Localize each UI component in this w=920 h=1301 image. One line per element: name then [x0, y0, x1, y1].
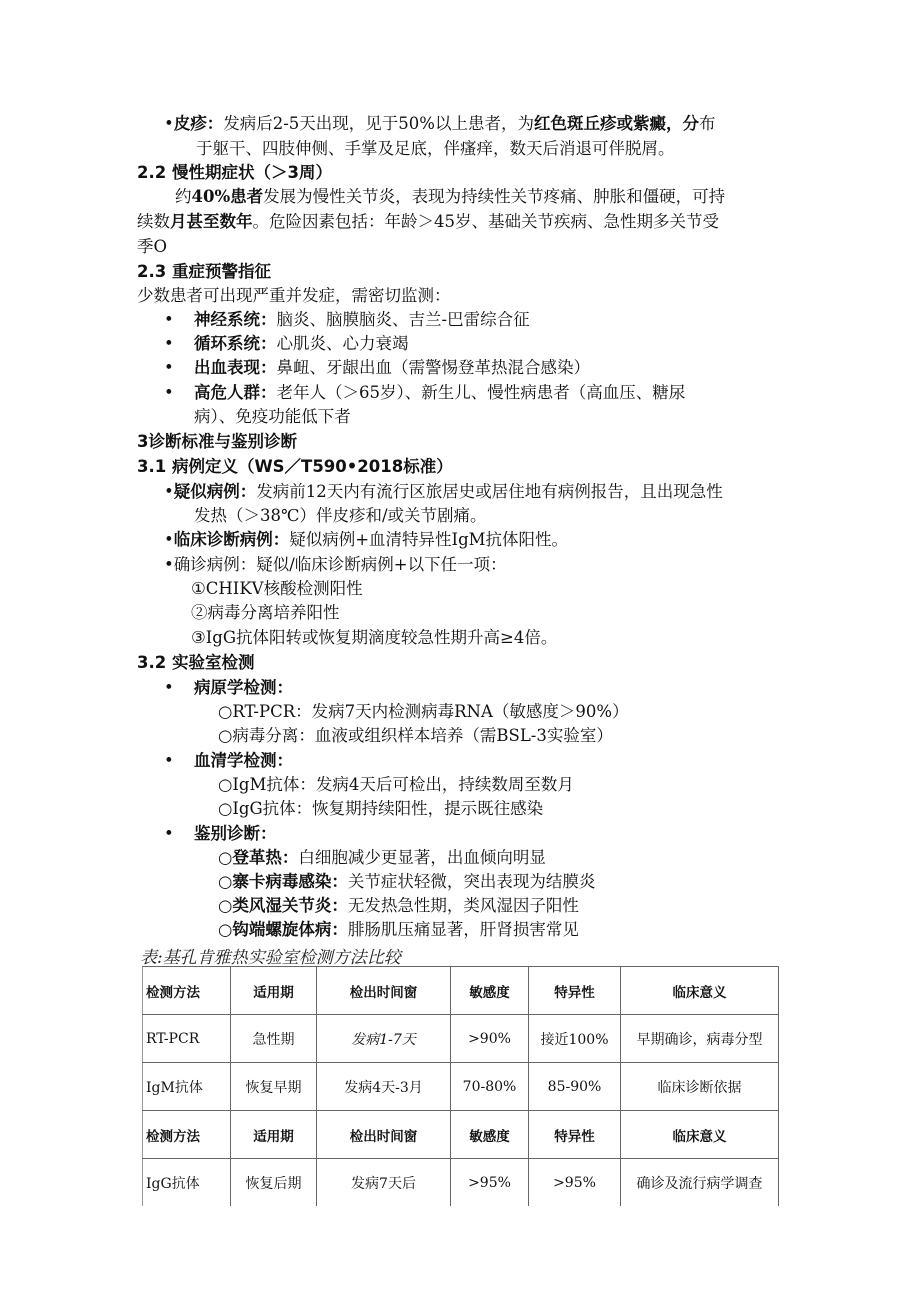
- table-header-cell: 临床意义: [621, 1111, 779, 1159]
- chronic-text: 发展为慢性关节炎，表现为持续性关节疼痛、肿胀和僵硬，可持: [263, 187, 726, 206]
- diff-item-text: 白细胞减少更显著，出血倾向明显: [298, 848, 546, 867]
- table-row: [143, 1159, 779, 1207]
- table-header-cell: 检出时间窗: [317, 1111, 451, 1159]
- table-cell: 恢复后期: [231, 1159, 317, 1207]
- list-item-content: [194, 308, 530, 332]
- confirm-item: ②病毒分离培养阳性: [191, 603, 340, 622]
- chronic-bold: 40%患者: [191, 187, 264, 206]
- bullet: •: [164, 555, 174, 574]
- diff-item-text: 无发热急性期，类风湿因子阳性: [347, 896, 579, 915]
- table-cell: 恢复早期: [231, 1063, 317, 1111]
- table-cell: 确诊及流行病学调查: [621, 1159, 779, 1207]
- suspect-text: 发病前12天内有流行区旅居史或居住地有病例报告，且出现急性: [256, 482, 723, 501]
- bullet: •: [164, 751, 174, 770]
- table-cell: RT-PCR: [143, 1015, 231, 1063]
- bullet: •: [164, 114, 174, 133]
- clinical-line: [164, 528, 568, 552]
- item-text: 脑炎、脑膜脑炎、吉兰-巴雷综合征: [276, 310, 530, 329]
- bullet: •: [164, 334, 174, 353]
- table-cell: >90%: [451, 1015, 529, 1063]
- table-header-cell: 适用期: [231, 967, 317, 1015]
- table-cell: IgG抗体: [143, 1159, 231, 1207]
- diff-item: [218, 918, 579, 942]
- bullet: •: [164, 358, 174, 377]
- chronic-text: 续数: [137, 212, 170, 231]
- table-header-row: [143, 1111, 779, 1159]
- table-cell: 急性期: [231, 1015, 317, 1063]
- table-cell: 发病4天-3月: [317, 1063, 451, 1111]
- heading-2-2: 2.2 慢性期症状（＞3周）: [137, 163, 332, 182]
- table-header-cell: 检测方法: [143, 1111, 231, 1159]
- table-header-row: [143, 967, 779, 1015]
- confirm-item: ①CHIKV核酸检测阳性: [191, 579, 363, 598]
- skin-rash-cont: 于躯干、四肢伸侧、手掌及足底，伴瘙痒，数天后消退可伴脱屑。: [196, 139, 675, 158]
- skin-rash-text-end: 布: [698, 114, 716, 133]
- item-label: 高危人群：: [194, 383, 277, 402]
- bullet: •: [164, 530, 174, 549]
- chronic-text: 。危险因素包括：年龄＞45岁、基础关节疾病、急性期多关节受: [252, 212, 719, 231]
- diff-item-label: ○登革热：: [218, 848, 299, 867]
- table-header-cell: 特异性: [529, 1111, 621, 1159]
- list-item: [164, 332, 174, 356]
- list-item-content: [194, 381, 685, 405]
- confirm-line: [164, 553, 507, 577]
- sub-item: ○IgM抗体：发病4天后可检出，持续数周至数月: [218, 775, 574, 794]
- clinical-label: 临床诊断病例：: [173, 530, 290, 549]
- diff-item-text: 关节症状轻微，突出表现为结膜炎: [347, 872, 596, 891]
- list-item: [164, 356, 174, 380]
- heading-2-3: 2.3 重症预警指征: [137, 262, 271, 281]
- table-cell: 临床诊断依据: [621, 1063, 779, 1111]
- confirm-item: ③IgG抗体阳转或恢复期滴度较急性期升高≥4倍。: [191, 628, 558, 647]
- table-cell: 早期确诊，病毒分型: [621, 1015, 779, 1063]
- sub-item: ○病毒分离：血液或组织样本培养（需BSL-3实验室）: [218, 726, 613, 745]
- table-header-cell: 检测方法: [143, 967, 231, 1015]
- table-cell: 85-90%: [529, 1063, 621, 1111]
- diff-item-text: 腓肠肌压痛显著，肝肾损害常见: [347, 920, 579, 939]
- skin-rash-text: 发病后2-5天出现，见于50%以上患者，为: [223, 114, 534, 133]
- item-text: 鼻衄、牙龈出血（需警惕登革热混合感染）: [276, 358, 590, 377]
- bullet: •: [164, 383, 174, 402]
- list-item-cont: 病）、免疫功能低下者: [194, 407, 351, 426]
- bullet: •: [164, 310, 174, 329]
- bullet: •: [164, 482, 174, 501]
- table-row: [143, 1015, 779, 1063]
- table-cell: 接近100%: [529, 1015, 621, 1063]
- heading-3-1: 3.1 病例定义（WS／T590•2018标准）: [137, 457, 453, 476]
- serology-label: 血清学检测：: [194, 751, 293, 770]
- list-item-content: [194, 332, 409, 356]
- table-caption: 表:基孔肯雅热实验室检测方法比较: [140, 948, 401, 968]
- table-header-cell: 临床意义: [621, 967, 779, 1015]
- suspect-cont: 发热（＞38℃）伴皮疹和/或关节剧痛。: [194, 506, 487, 525]
- severe-intro: 少数患者可出现严重并发症，需密切监测：: [137, 286, 451, 305]
- item-label: 出血表现：: [194, 358, 277, 377]
- list-item-content: [194, 356, 590, 380]
- heading-3: 3诊断标准与鉴别诊断: [137, 432, 297, 451]
- pathogen-label: 病原学检测：: [194, 678, 293, 697]
- table-header-cell: 适用期: [231, 1111, 317, 1159]
- skin-rash-label: 皮疹：: [173, 114, 224, 133]
- bullet: •: [164, 824, 174, 843]
- item-text: 心肌炎、心力衰竭: [276, 334, 409, 353]
- list-item: [164, 676, 174, 700]
- table-header-cell: 特异性: [529, 967, 621, 1015]
- diff-item: [218, 870, 595, 894]
- list-item: [164, 749, 174, 773]
- chronic-bold: 月甚至数年: [170, 212, 253, 231]
- clinical-text: 疑似病例+血清特异性IgM抗体阳性。: [289, 530, 569, 549]
- diff-item-label: ○寨卡病毒感染：: [218, 872, 348, 891]
- confirm-text: 确诊病例：疑似/临床诊断病例+以下任一项：: [173, 555, 507, 574]
- suspect-label: 疑似病例：: [173, 482, 257, 501]
- table-cell: IgM抗体: [143, 1063, 231, 1111]
- diff-item: [218, 846, 546, 870]
- heading-3-2: 3.2 实验室检测: [137, 653, 255, 672]
- diff-label: 鉴别诊断：: [194, 824, 277, 843]
- item-label: 神经系统：: [194, 310, 277, 329]
- sub-item: ○RT-PCR：发病7天内检测病毒RNA（敏感度＞90%）: [218, 702, 629, 721]
- table-cell: >95%: [451, 1159, 529, 1207]
- sub-item: ○IgG抗体：恢复期持续阳性，提示既往感染: [218, 799, 544, 818]
- diff-item-label: ○钩端螺旋体病：: [218, 920, 348, 939]
- item-label: 循环系统：: [194, 334, 277, 353]
- list-item: [164, 381, 174, 405]
- skin-rash-line: [164, 112, 715, 136]
- table-cell: >95%: [529, 1159, 621, 1207]
- chronic-para-line2: [137, 210, 719, 234]
- skin-rash-bold: 红色斑丘疹或紫癜，分: [533, 114, 699, 133]
- list-item: [164, 822, 174, 846]
- table-header-cell: 检出时间窗: [317, 967, 451, 1015]
- table-header-cell: 敏感度: [451, 967, 529, 1015]
- item-text: 老年人（＞65岁）、新生儿、慢性病患者（高血压、糖尿: [276, 383, 686, 402]
- list-item: [164, 308, 174, 332]
- diff-item: [218, 894, 579, 918]
- table-cell: 发病1-7天: [317, 1015, 451, 1063]
- comparison-table: [142, 966, 779, 1206]
- chronic-text: 约: [175, 187, 192, 206]
- table-row: [143, 1063, 779, 1111]
- table-cell: 发病7天后: [317, 1159, 451, 1207]
- chronic-para-line1: [175, 185, 725, 209]
- chronic-para-line3: 季O: [137, 237, 168, 256]
- table-cell: 70-80%: [451, 1063, 529, 1111]
- bullet: •: [164, 678, 174, 697]
- suspect-line: [164, 480, 723, 504]
- diff-item-label: ○类风湿关节炎：: [218, 896, 348, 915]
- table-header-cell: 敏感度: [451, 1111, 529, 1159]
